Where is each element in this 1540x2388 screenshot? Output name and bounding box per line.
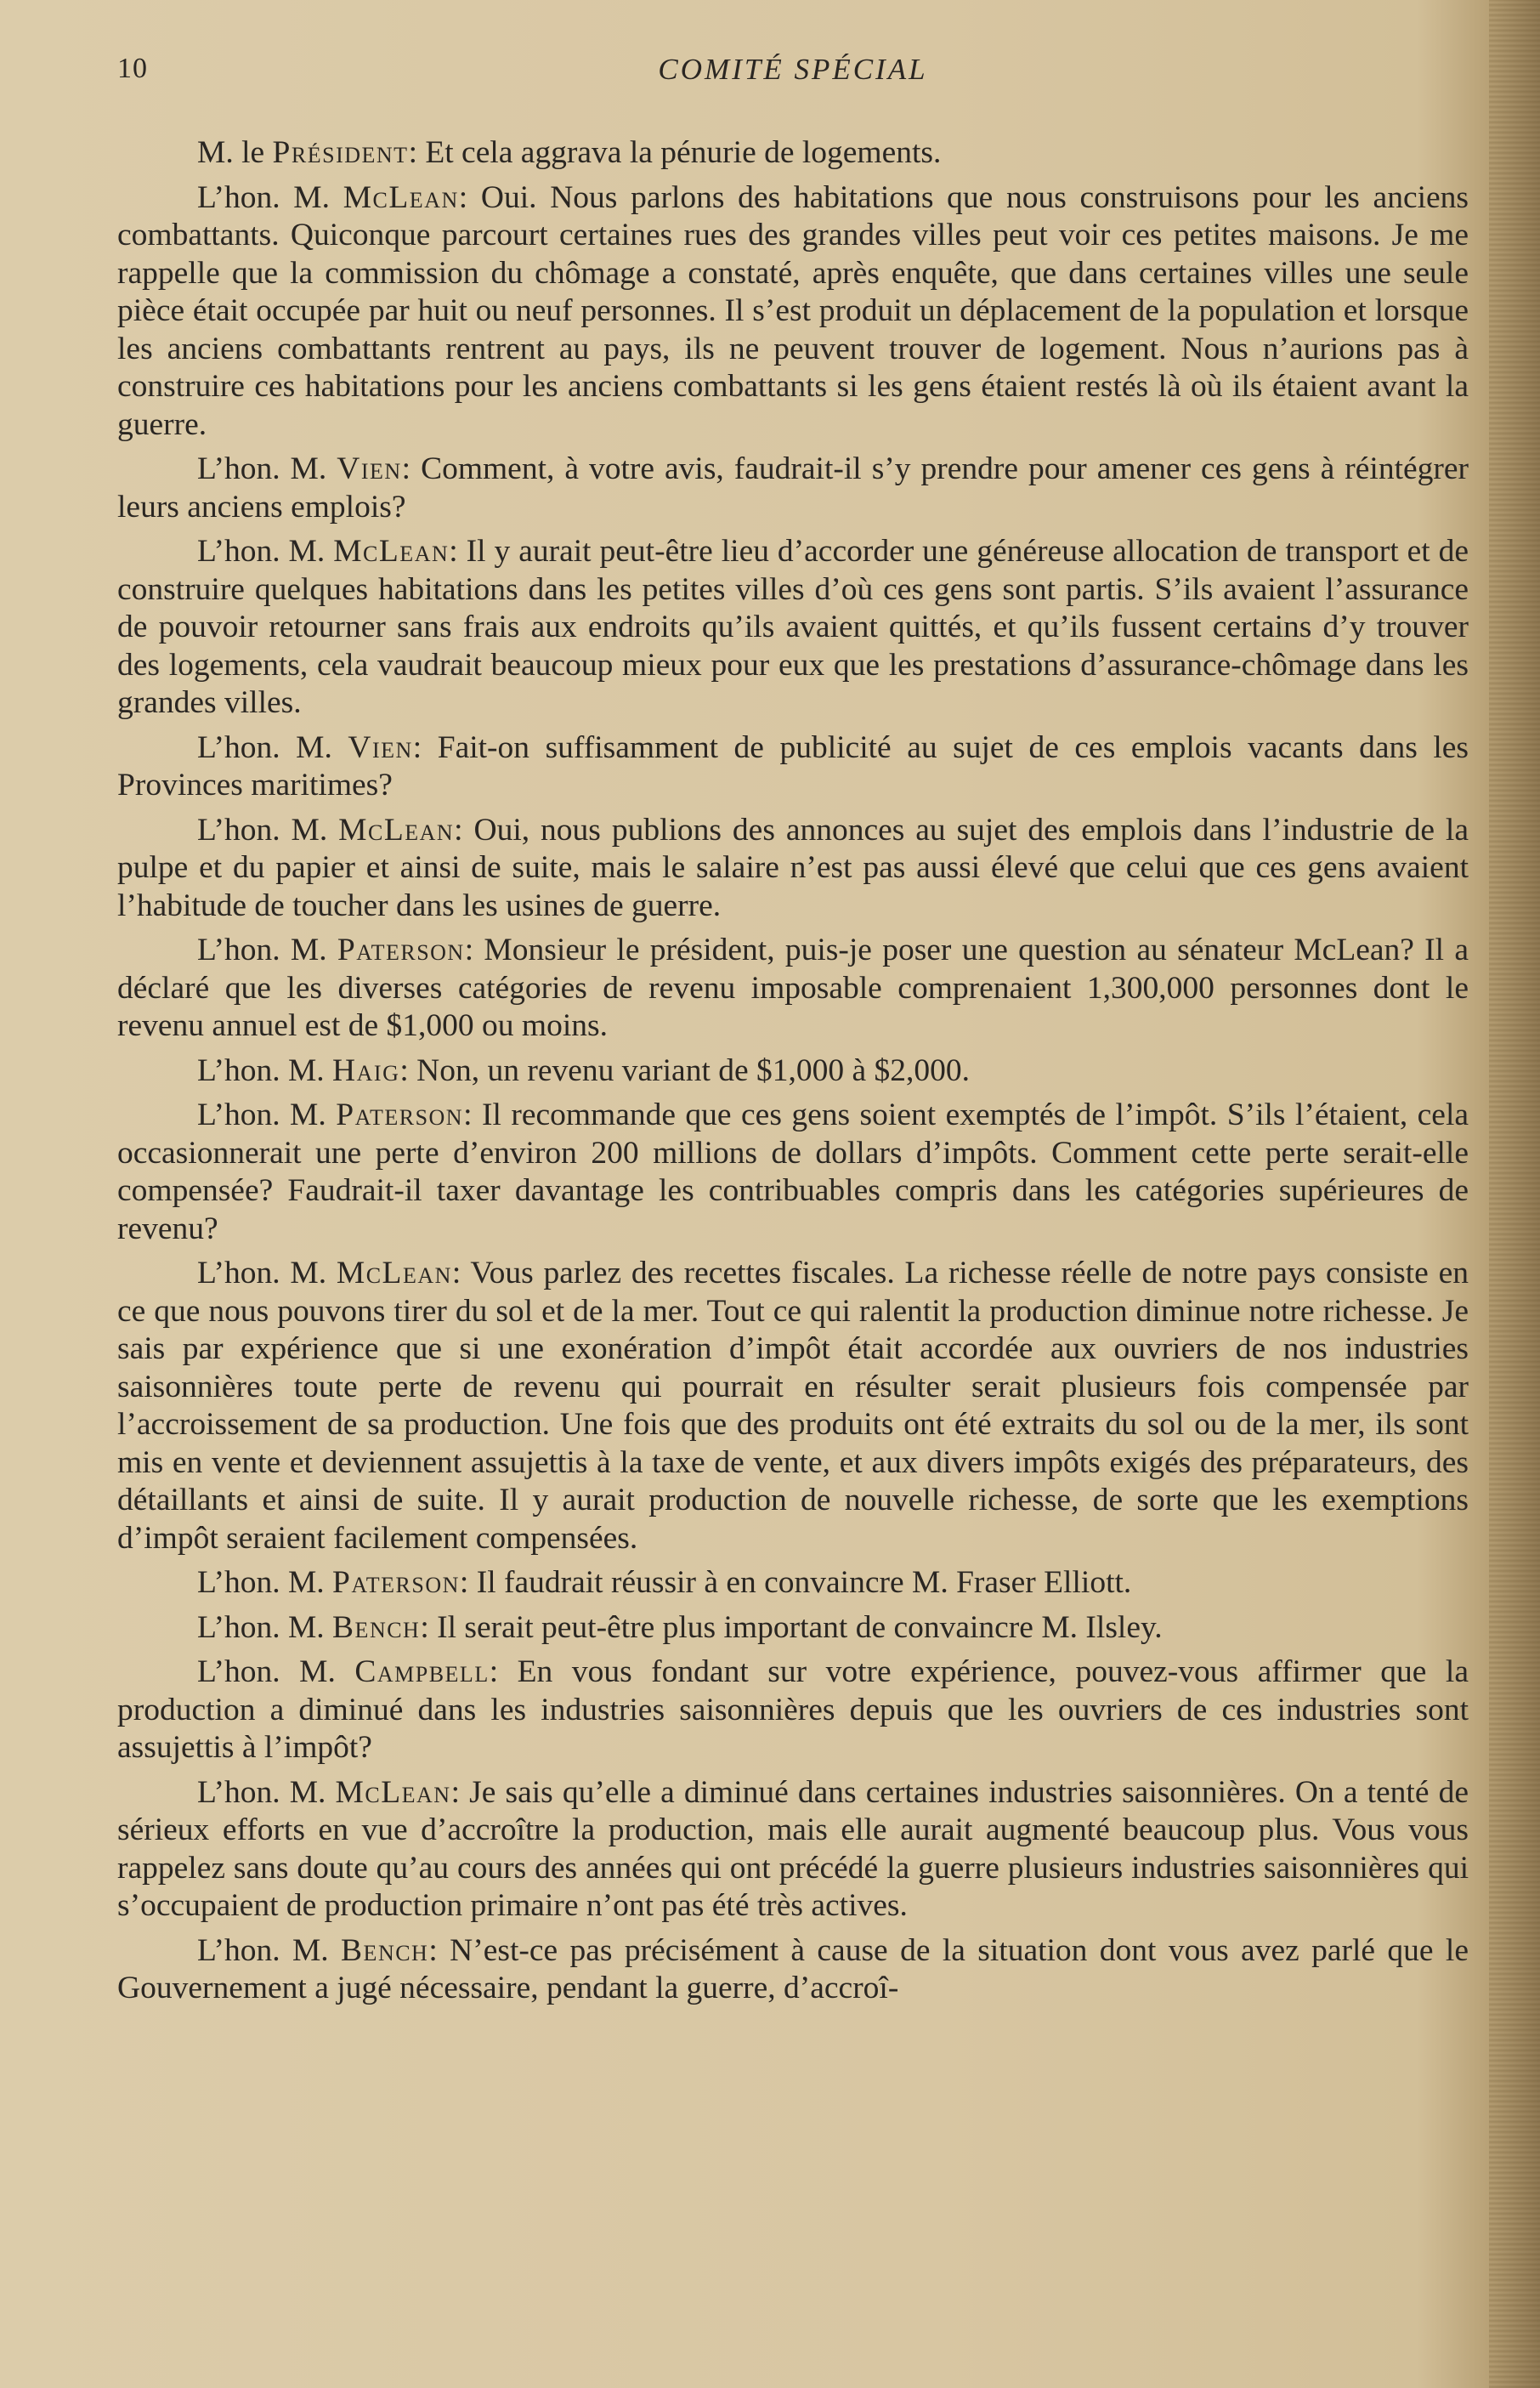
page-header [117, 53, 1469, 95]
paragraph [117, 1564, 1469, 1602]
paragraph-prefix: M. le [197, 135, 273, 170]
paragraph-prefix: L’hon. M. [197, 1932, 342, 1968]
paragraph-prefix: L’hon. M. [197, 1654, 355, 1689]
paragraph [117, 1097, 1469, 1248]
speaker-name: Paterson [332, 1565, 460, 1600]
paragraph-text: : Il serait peut-être plus important de convaincre M. Ilsley. [420, 1609, 1163, 1645]
paragraph-prefix: L’hon. M. [197, 1256, 337, 1290]
speaker-name: Président [272, 135, 409, 170]
paragraph [117, 1255, 1469, 1557]
speaker-name: McLean [343, 179, 459, 215]
paragraph-text: : Fait-on suffisamment de publicité au sujet de ces emplois vacants dans les Provinces maritimes? [117, 729, 1469, 803]
paragraph-text: : Oui, nous publions des annonces au sujet des emplois dans l’industrie de la pulpe et du papier et ainsi de suite, mais le salaire n’est pas aussi élevé que celui que ces gens avaient l’habitude de toucher dans les usines de guerre. [117, 812, 1469, 923]
paragraph-prefix: L’hon. M. [197, 812, 339, 848]
paragraph-text: : Monsieur le président, puis-je poser une question au sénateur McLean? Il a déclaré que les diverses catégories de revenu imposable comprenaient 1,300,000 personnes dont le revenu annuel est de $1,000 ou moins. [117, 933, 1469, 1043]
document-body [117, 134, 1469, 2015]
paragraph-text: : Oui. Nous parlons des habitations que nous construisons pour les anciens combattants. Quiconque parcourt certaines rues des grandes villes peut voir ces petites maisons. Je me rappelle que la commission du chômage a constaté, après enquête, que dans certaines villes une seule pièce était occupée par huit ou neuf personnes. Il s’est produit un déplacement de la population et lorsque les anciens combattants rentrent au pays, ils ne peuvent trouver de logement. Nous n’aurions pas à construire ces habitations pour les anciens combattants si les gens étaient restés là où ils étaient avant la guerre. [117, 179, 1469, 442]
speaker-name: Paterson [337, 933, 465, 967]
paragraph-text: : Je sais qu’elle a diminué dans certaines industries saisonnières. On a tenté de sérieux efforts en vue d’accroître la production, mais elle aurait augmenté beaucoup plus. Vous vous rappelez sans doute qu’au cours des années qui ont précédé la guerre plusieurs industries saisonnières qui s’occupaient de production primaire n’ont pas été très actives. [117, 1774, 1469, 1923]
paragraph-text: : Il faudrait réussir à en convaincre M. Fraser Elliott. [459, 1565, 1132, 1600]
paragraph-prefix: L’hon. M. [197, 933, 337, 967]
paragraph-text: : En vous fondant sur votre expérience, pouvez-vous affirmer que la production a diminué dans les industries saisonnières depuis que les ouvriers de ces industries sont assujettis à l’impôt? [117, 1654, 1469, 1765]
paragraph-prefix: L’hon. M. [197, 451, 337, 486]
paragraph [117, 1052, 1469, 1091]
paragraph [117, 812, 1469, 926]
speaker-name: Vien [337, 451, 402, 486]
speaker-name: Bench [332, 1609, 421, 1645]
paragraph-text: : Non, un revenu variant de $1,000 à $2,000. [399, 1052, 971, 1088]
paragraph [117, 932, 1469, 1046]
paragraph-prefix: L’hon. M. [197, 729, 348, 765]
paragraph [117, 729, 1469, 805]
page-number: 10 [117, 53, 148, 84]
paragraph [117, 1774, 1469, 1926]
speaker-name: McLean [333, 534, 450, 569]
speaker-name: Paterson [336, 1098, 464, 1132]
paragraph-prefix: L’hon. M. [197, 1609, 333, 1645]
paragraph-text: : Vous parlez des recettes fiscales. La richesse réelle de notre pays consiste en ce que nous pouvons tirer du sol et de la mer. Tout ce qui ralentit la production diminue notre richesse. Je sais par expérience que si une exonération d’impôt était accordée aux ouvriers de nos industries saisonnières toute perte de revenu qui pourrait en résulter serait plusieurs fois compensée par l’accroissement de sa production. Une fois que des produits ont été extraits du sol ou de la mer, ils sont mis en vente et deviennent assujettis à la taxe de vente, et aux divers impôts exigés des préparateurs, des détaillants et ainsi de suite. Il y aurait production de nouvelle richesse, de sorte que les exemptions d’impôt seraient facilement compensées. [117, 1256, 1469, 1556]
paragraph-prefix: L’hon. M. [197, 1052, 333, 1088]
paragraph [117, 533, 1469, 723]
speaker-name: McLean [336, 1256, 452, 1290]
paragraph-text: : Il y aurait peut-être lieu d’accorder une généreuse allocation de transport et de construire quelques habitations dans les petites villes d’où ces gens sont partis. S’ils avaient l’assurance de pouvoir retourner sans frais aux endroits qu’ils avaient quittés, et qu’ils fussent certains d’y trouver des logements, cela vaudrait beaucoup mieux pour eux que les prestations d’assurance-chômage dans les grandes villes. [117, 534, 1469, 720]
speaker-name: Bench [341, 1932, 429, 1968]
speaker-name: McLean [335, 1774, 451, 1810]
paragraph [117, 179, 1469, 445]
paragraph-text: : Et cela aggrava la pénurie de logements. [408, 135, 942, 170]
paragraph [117, 1609, 1469, 1648]
speaker-name: McLean [338, 812, 455, 848]
paragraph [117, 451, 1469, 526]
speaker-name: Campbell [354, 1654, 490, 1689]
paragraph [117, 134, 1469, 173]
page-edge-shadow [1489, 0, 1540, 2388]
running-title: COMITÉ SPÉCIAL [658, 53, 928, 86]
paragraph-text: : N’est-ce pas précisément à cause de la situation dont vous avez parlé que le Gouvernement a jugé nécessaire, pendant la guerre, d’accroî- [117, 1932, 1469, 2005]
paragraph [117, 1653, 1469, 1767]
paragraph-prefix: L’hon. M. [197, 1565, 333, 1600]
paragraph [117, 1932, 1469, 2008]
paragraph-prefix: L’hon. M. [197, 179, 343, 215]
paragraph-text: : Il recommande que ces gens soient exemptés de l’impôt. S’ils l’étaient, cela occasionnerait une perte d’environ 200 millions de dollars d’impôts. Comment cette perte serait-elle compensée? Faudrait-il taxer davantage les contribuables compris dans les catégories supérieures de revenu? [117, 1098, 1469, 1246]
paragraph-prefix: L’hon. M. [197, 534, 334, 569]
paragraph-prefix: L’hon. M. [197, 1098, 337, 1132]
paragraph-prefix: L’hon. M. [197, 1774, 336, 1810]
speaker-name: Vien [348, 729, 413, 765]
speaker-name: Haig [332, 1052, 400, 1088]
paragraph-text: : Comment, à votre avis, faudrait-il s’y prendre pour amener ces gens à réintégrer leurs anciens emplois? [117, 451, 1469, 525]
